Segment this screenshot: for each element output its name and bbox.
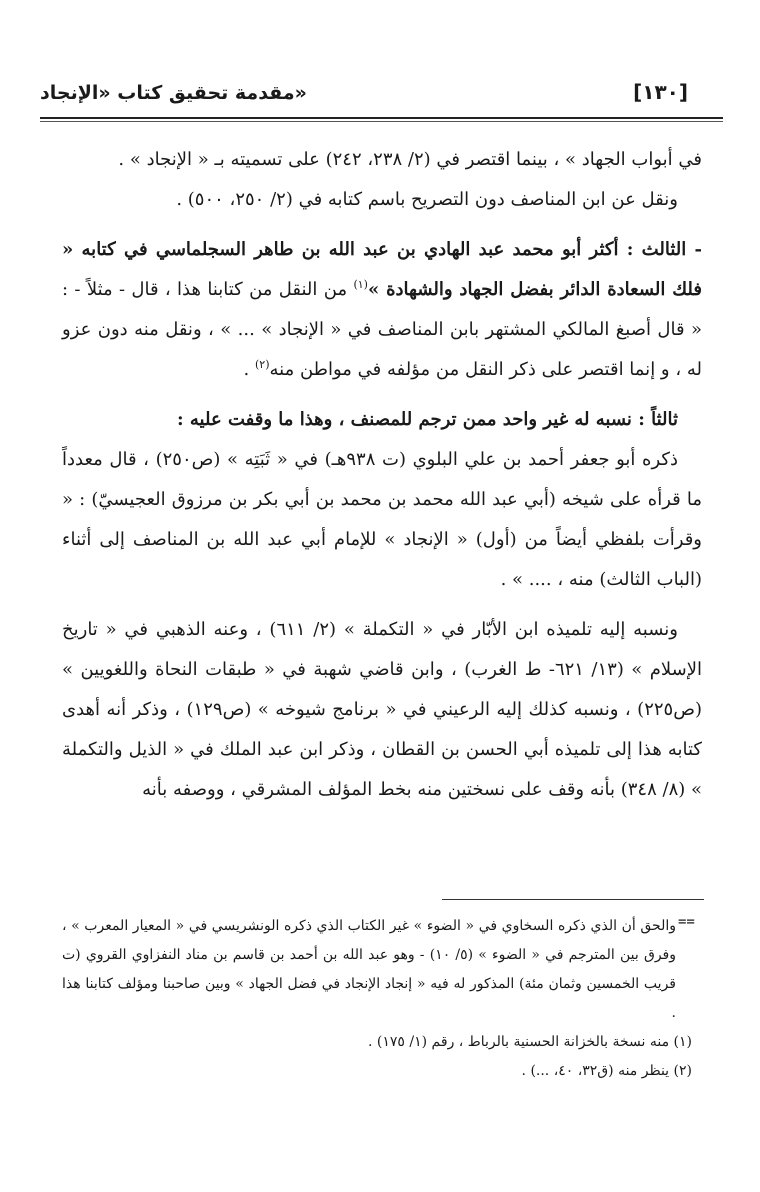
paragraph-3 [62, 230, 702, 390]
footnote-separator [442, 899, 704, 900]
footnote-2: (٢) ينظر منه (ق٣٢، ٤٠، ...) . [521, 1063, 692, 1079]
footnote-continuation-mark: == [678, 914, 695, 930]
footnote-1: (١) منه نسخة بالخزانة الحسنية بالرباط ، رقم (١/ ١٧٥) . [368, 1034, 692, 1050]
paragraph-2: ونقل عن ابن المناصف دون التصريح باسم كتابه في (٢/ ٢٥٠، ٥٠٠) . [176, 189, 678, 210]
paragraph-1: في أبواب الجهاد » ، بينما اقتصر في (٢/ ٢٣٨، ٢٤٢) على تسميته بـ « الإنجاد » . [118, 149, 702, 170]
running-header-title: مقدمة تحقيق كتاب «الإنجاد» [40, 82, 307, 104]
paragraph-6: ونسبه إليه تلميذه ابن الأبّار في « التكملة » (٢/ ٦١١) ، وعنه الذهبي في « تاريخ الإسلام » (١٣/ ٦٢١- ط الغرب) ، وابن قاضي شهبة في « طبقات النحاة واللغويين » (ص٢٢٥) ، ونسبه كذلك إليه الرعيني في « برنامج شيوخه » (ص١٢٩) ، وذكر أنه أهدى كتابه هذا إلى تلميذه أبي الحسن بن القطان ، وذكر ابن عبد الملك في « الذيل والتكملة » (٨/ ٣٤٨) بأنه وقف على نسختين منه بخط المؤلف المشرقي ، ووصفه بأنه [62, 619, 703, 800]
header-rule-thin [40, 121, 723, 122]
paragraph-5: ذكره أبو جعفر أحمد بن علي البلوي (ت ٩٣٨هـ) في « ثَبَتِه » (ص٢٥٠) ، قال معدداً ما قرأه على شيخه (أبي عبد الله محمد بن محمد بن أبي بكر بن مرزوق العجيسيّ) : « وقرأت بلفظي أيضاً من (أول) « الإنجاد » للإمام أبي عبد الله بن المناصف إلى أثناء (الباب الثالث) منه ، .... » . [62, 449, 702, 590]
section-heading-third: ثالثاً : نسبه له غير واحد ممن ترجم للمصنف ، وهذا ما وقفت عليه : [177, 409, 678, 430]
footnotes [62, 912, 692, 1086]
footnote-ref-1: (١) [353, 278, 368, 291]
header-rule [40, 117, 723, 119]
page-number: [١٣٠] [633, 80, 688, 104]
paragraph-3-end: . [243, 359, 255, 380]
main-text [62, 140, 702, 810]
footnote-continued: والحق أن الذي ذكره السخاوي في « الضوء » غير الكتاب الذي ذكره الونشريسي في « المعيار المعرب » ، وفرق بين المترجم في « الضوء » (٥/ ١٠) - وهو عبد الله بن أحمد بن قاسم بن مناد النفزاوي القروي (ت قريب الخمسين وثمان مئة) المذكور له فيه « إنجاد الإنجاد في فضل الجهاد » وبين صاحبنا ومؤلف كتابنا هذا . [62, 918, 676, 1021]
paragraph-3-bold: - الثالث : أكثر أبو محمد عبد الهادي بن عبد الله بن طاهر السجلماسي في كتابه « فلك السعادة الدائر بفضل الجهاد والشهادة » [62, 239, 702, 300]
footnote-ref-2: (٢) [255, 358, 270, 371]
paragraph-3-text: من النقل من كتابنا هذا ، قال - مثلاً - : « قال أصبغ المالكي المشتهر بابن المناصف في « الإنجاد » ... » ، ونقل منه دون عزو له ، و إنما اقتصر على ذكر النقل من مؤلفه في مواطن منه [62, 279, 702, 380]
